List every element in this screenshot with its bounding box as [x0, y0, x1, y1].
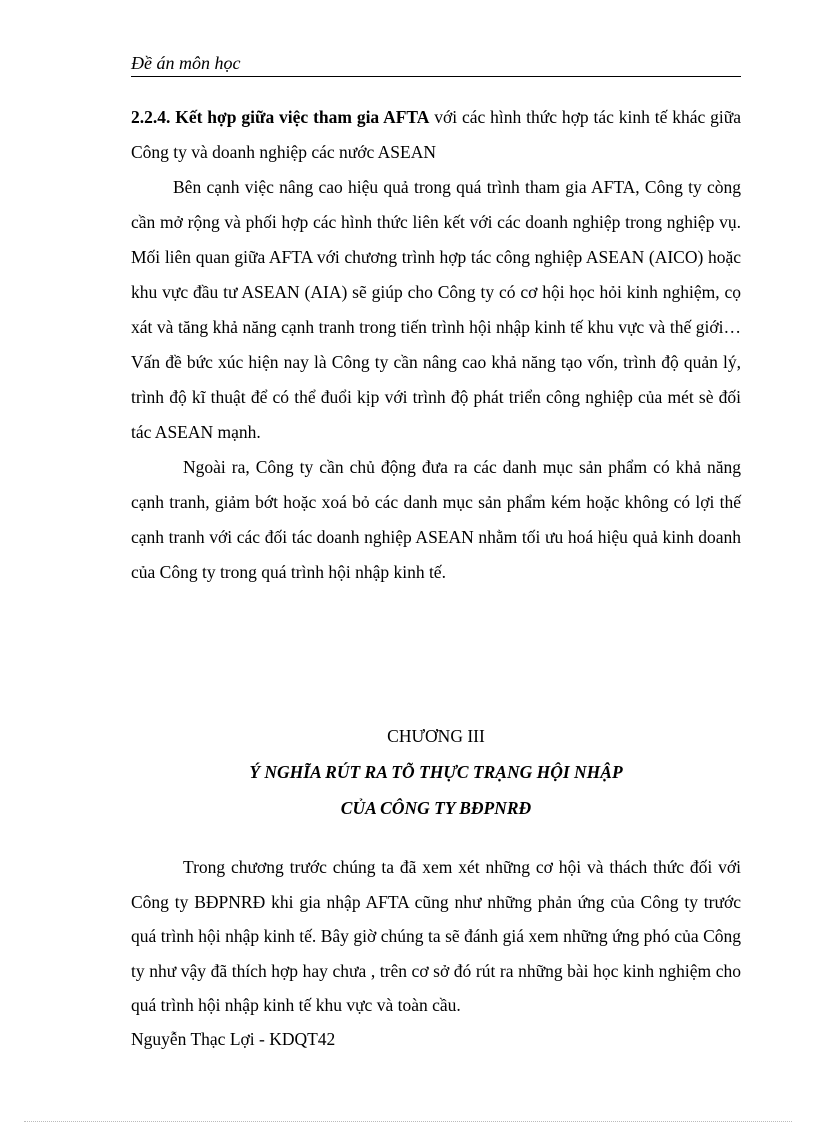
page-header: Đề án môn học [131, 52, 741, 77]
page-footer-author: Nguyễn Thạc Lợi - KDQT42 [131, 1029, 336, 1049]
section-paragraph-2: Ngoài ra, Công ty cần chủ động đưa ra các danh mục sản phẩm có khả năng cạnh tranh, giảm bớt hoặc xoá bỏ các danh mục sản phẩm kém hoặc không có lợi thế cạnh tranh với các đối tác doanh nghiệp ASEAN nhằm tối ưu hoá hiệu quả kinh doanh của Công ty trong quá trình hội nhập kinh tế. [131, 457, 741, 582]
chapter-number: CHƯƠNG III [387, 726, 485, 746]
chapter-paragraph: Trong chương trước chúng ta đã xem xét những cơ hội và thách thức đối với Công ty BĐPNRĐ khi gia nhập AFTA cũng như những phản ứng của Công ty trước quá trình hội nhập kinh tế. Bây giờ chúng ta sẽ đánh giá xem những ứng phó của Công ty như vậy đã thích hợp hay chưa , trên cơ sở đó rút ra những bài học kinh nghiệm cho quá trình hội nhập kinh tế khu vực và toàn cầu. [131, 857, 741, 1015]
chapter-title-line-1: Ý NGHĨA RÚT RA TÕ THỰC TRẠNG HỘI NHẬP [249, 762, 623, 782]
chapter-title-line-2: CỦA CÔNG TY BĐPNRĐ [340, 798, 532, 818]
chapter-heading [131, 718, 741, 826]
section-heading-rest: với các hình thức hợp tác kinh tế khác giữa Công ty và doanh nghiệp các nước ASEAN [131, 107, 741, 162]
section-content [131, 100, 741, 590]
section-heading-bold: 2.2.4. Kết hợp giữa việc tham gia AFTA [131, 107, 430, 127]
chapter-body [131, 850, 741, 1023]
section-heading [131, 100, 741, 170]
section-paragraph-1: Bên cạnh việc nâng cao hiệu quả trong quá trình tham gia AFTA, Công ty còng cần mở rộng và phối hợp các hình thức liên kết với các doanh nghiệp trong nghiệp vụ. Mối liên quan giữa AFTA với chương trình hợp tác công nghiệp ASEAN (AICO) hoặc khu vực đầu tư ASEAN (AIA) sẽ giúp cho Công ty có cơ hội học hỏi kinh nghiệm, cọ xát và tăng khả năng cạnh tranh trong tiến trình hội nhập kinh tế khu vực và thế giới…Vấn đề bức xúc hiện nay là Công ty cần nâng cao khả năng tạo vốn, trình độ quản lý, trình độ kĩ thuật để có thể đuổi kịp với trình độ phát triển công nghiệp của mét sè đối tác ASEAN mạnh. [131, 177, 741, 442]
page-bottom-divider [24, 1121, 792, 1122]
